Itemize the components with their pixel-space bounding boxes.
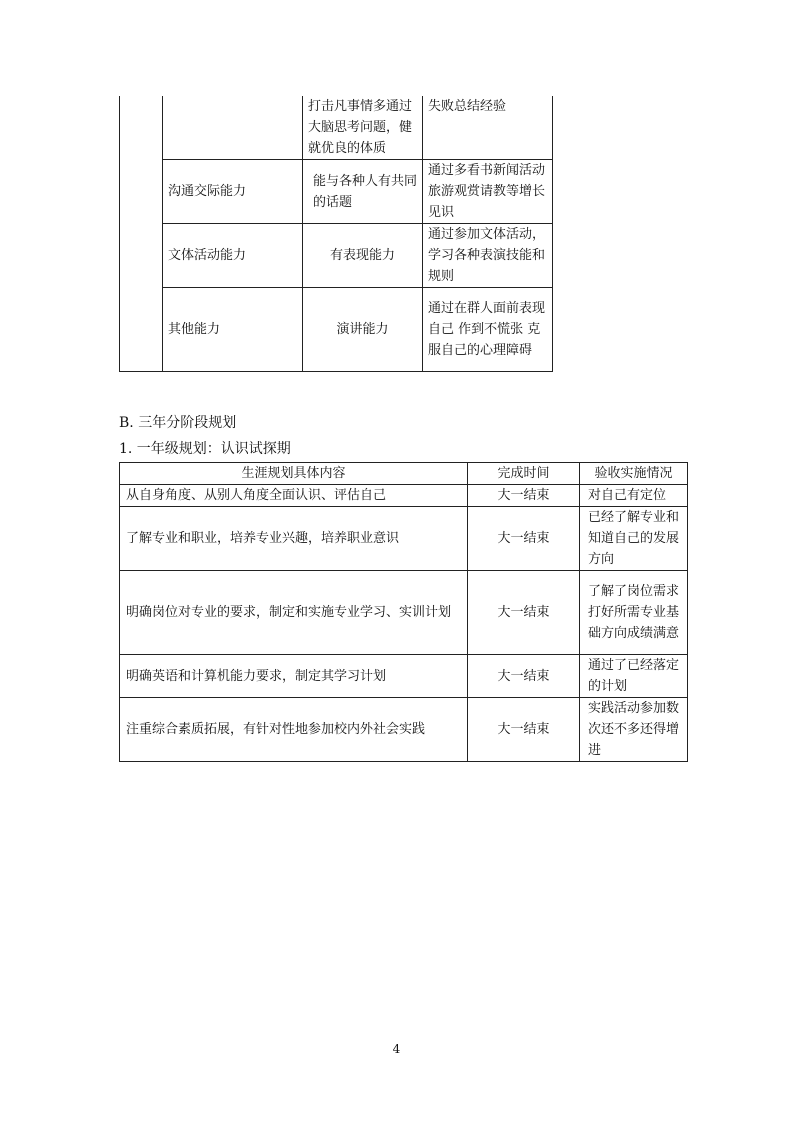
time-cell: 大一结束 (468, 507, 580, 571)
table-row (120, 571, 688, 655)
ability-cell: 沟通交际能力 (163, 160, 303, 224)
subsection-heading: 1. 一年级规划：认识试探期 (119, 441, 291, 457)
check-cell: 通过了已经落定的计划 (580, 655, 688, 698)
time-cell: 大一结束 (468, 485, 580, 507)
method-cell: 通过参加文体活动，学习各种表演技能和规则 (423, 224, 553, 288)
goal-cell: 有表现能力 (303, 224, 423, 288)
header-time: 完成时间 (468, 463, 580, 485)
table-header-row (120, 463, 688, 485)
method-cell: 通过在群人面前表现自己 作到不慌张 克服自己的心理障碍 (423, 288, 553, 372)
check-cell: 已经了解专业和知道自己的发展方向 (580, 507, 688, 571)
content-cell: 了解专业和职业，培养专业兴趣，培养职业意识 (120, 507, 468, 571)
content-cell: 注重综合素质拓展，有针对性地参加校内外社会实践 (120, 698, 468, 762)
table-row (120, 698, 688, 762)
content-cell: 明确英语和计算机能力要求，制定其学习计划 (120, 655, 468, 698)
ability-cell (163, 96, 303, 160)
check-cell: 实践活动参加数次还不多还得增进 (580, 698, 688, 762)
table-row (120, 485, 688, 507)
merged-category-cell (120, 96, 163, 372)
section-heading: B. 三年分阶段规划 (119, 415, 237, 431)
table-row (120, 655, 688, 698)
ability-table (119, 96, 553, 372)
time-cell: 大一结束 (468, 698, 580, 762)
ability-cell: 其他能力 (163, 288, 303, 372)
table-row (120, 224, 553, 288)
page-number: 4 (392, 1042, 401, 1056)
table-row (120, 160, 553, 224)
check-cell: 对自己有定位 (580, 485, 688, 507)
header-check: 验收实施情况 (580, 463, 688, 485)
table-row (120, 96, 553, 160)
content-cell: 明确岗位对专业的要求，制定和实施专业学习、实训计划 (120, 571, 468, 655)
content-cell: 从自身角度、从别人角度全面认识、评估自己 (120, 485, 468, 507)
header-content: 生涯规划具体内容 (120, 463, 468, 485)
check-cell: 了解了岗位需求打好所需专业基础方向成绩满意 (580, 571, 688, 655)
time-cell: 大一结束 (468, 655, 580, 698)
ability-cell: 文体活动能力 (163, 224, 303, 288)
time-cell: 大一结束 (468, 571, 580, 655)
goal-cell: 演讲能力 (303, 288, 423, 372)
year1-plan-table (119, 462, 688, 762)
goal-cell: 能与各种人有共同的话题 (303, 160, 423, 224)
method-cell: 失败总结经验 (423, 96, 553, 160)
goal-cell: 打击凡事情多通过大脑思考问题，健就优良的体质 (303, 96, 423, 160)
method-cell: 通过多看书新闻活动旅游观赏请教等增长见识 (423, 160, 553, 224)
table-row (120, 288, 553, 372)
table-row (120, 507, 688, 571)
